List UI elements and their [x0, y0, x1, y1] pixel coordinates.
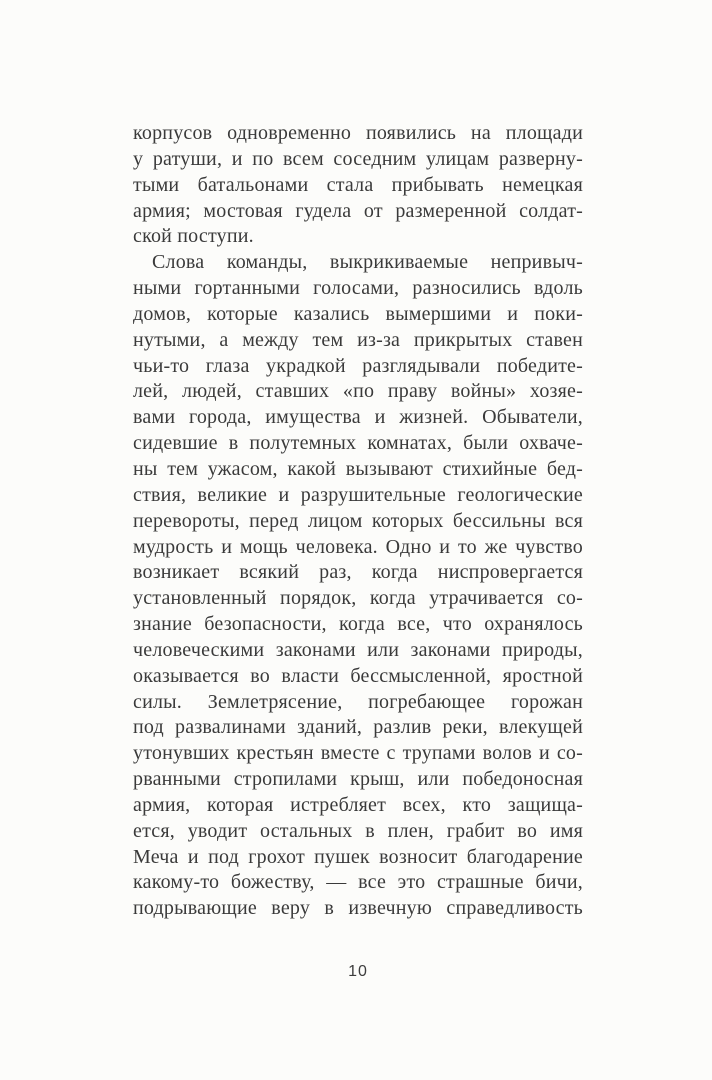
text-line: чьи-то глаза украдкой разглядывали победите- [133, 354, 583, 377]
text-line: рванными стропилами крыш, или победоносная [133, 768, 583, 791]
text-line: лей, людей, ставших «по праву войны» хозяе- [133, 380, 583, 403]
page-text [133, 121, 583, 922]
text-line: мудрость и мощь человека. Одно и то же чувство [133, 535, 583, 558]
text-line: тыми батальонами стала прибывать немецкая [133, 173, 583, 196]
text-line: сидевшие в полутемных комнатах, были охваче- [133, 432, 583, 455]
text-line: нутыми, а между тем из-за прикрытых ставен [133, 328, 583, 351]
text-line: возникает всякий раз, когда ниспровергается [133, 561, 583, 584]
text-line: под развалинами зданий, разлив реки, влекущей [133, 716, 583, 739]
text-line: установленный порядок, когда утрачивается со- [133, 587, 583, 610]
text-line: какому-то божеству, — все это страшные бичи, [133, 871, 583, 894]
text-line: ными гортанными голосами, разносились вдоль [133, 277, 583, 300]
text-line: корпусов одновременно появились на площади [133, 122, 583, 144]
text-line: силы. Землетрясение, погребающее горожан [133, 690, 583, 713]
text-line: Слова команды, выкрикиваемые непривыч- [152, 251, 583, 274]
text-line: перевороты, перед лицом которых бессильны вся [133, 509, 583, 532]
text-line: армия, которая истребляет всех, кто защища- [133, 793, 583, 816]
text-line: утонувших крестьян вместе с трупами волов и со- [133, 742, 583, 765]
page-number: 10 [348, 963, 368, 980]
text-line: ской поступи. [133, 225, 254, 248]
text-line: домов, которые казались вымершими и поки- [133, 302, 583, 325]
text-line: вами города, имущества и жизней. Обыватели, [133, 406, 583, 429]
text-line: ется, уводит остальных в плен, грабит во имя [133, 819, 583, 842]
text-line: ствия, великие и разрушительные геологические [133, 483, 583, 506]
text-line: оказывается во власти бессмысленной, яростной [133, 664, 583, 687]
text-line: подрывающие веру в извечную справедливость [133, 897, 583, 920]
text-line: армия; мостовая гудела от размеренной солдат- [133, 199, 583, 222]
text-line: знание безопасности, когда все, что охранялось [133, 613, 583, 636]
text-line: человеческими законами или законами природы, [133, 638, 583, 661]
text-line: у ратуши, и по всем соседним улицам разверну- [133, 147, 583, 170]
text-line: ны тем ужасом, какой вызывают стихийные бед- [133, 457, 583, 480]
text-line: Меча и под грохот пушек возносит благодарение [133, 845, 583, 868]
